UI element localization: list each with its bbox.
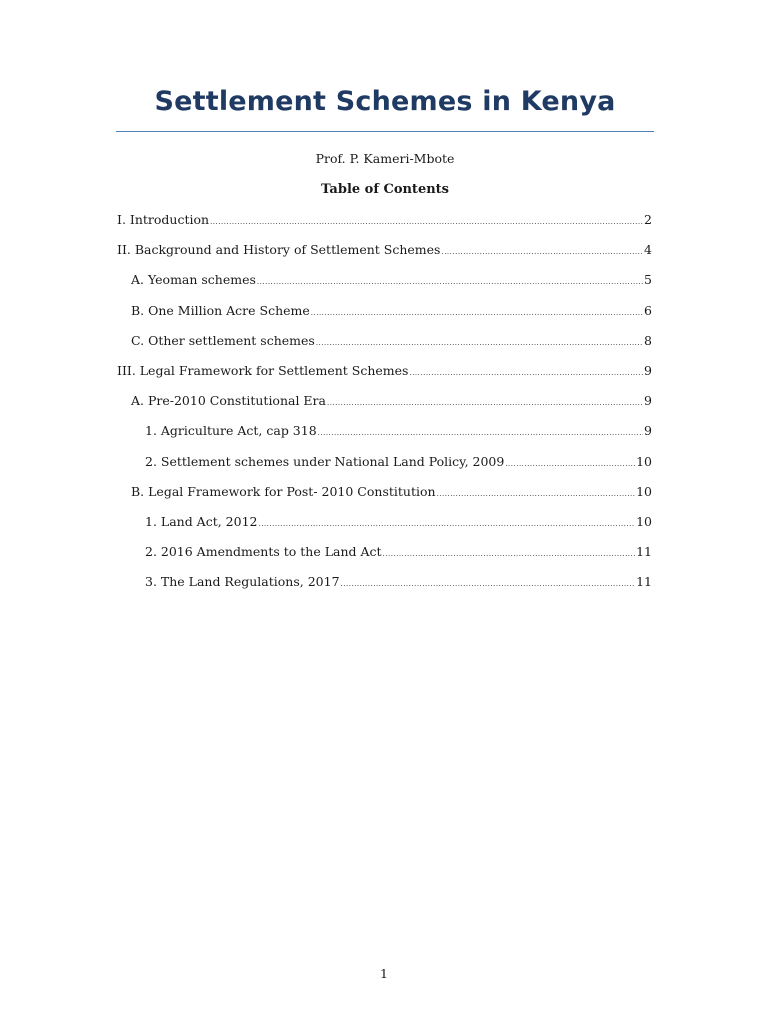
author-name: Prof. P. Kameri-Mbote bbox=[315, 151, 455, 166]
toc-entry-page: 10 bbox=[636, 454, 652, 469]
toc-entry-label: C. Other settlement schemes bbox=[131, 333, 315, 348]
toc-dot-leader bbox=[437, 490, 636, 498]
toc-dot-leader bbox=[505, 460, 635, 468]
toc-entry[interactable] bbox=[131, 484, 652, 502]
toc-entry[interactable] bbox=[131, 272, 652, 290]
toc-entry[interactable] bbox=[145, 454, 652, 472]
title-divider bbox=[116, 131, 654, 132]
toc-dot-leader bbox=[341, 580, 636, 588]
toc-entry[interactable] bbox=[117, 363, 652, 381]
toc-entry-page: 9 bbox=[644, 393, 652, 408]
toc-entry-page: 9 bbox=[644, 423, 652, 438]
toc-dot-leader bbox=[327, 399, 643, 407]
toc-entry[interactable] bbox=[131, 393, 652, 411]
toc-entry[interactable] bbox=[145, 574, 652, 592]
toc-entry-label: A. Pre-2010 Constitutional Era bbox=[131, 393, 326, 408]
toc-entry-page: 11 bbox=[636, 574, 652, 589]
toc-entry-label: 1. Agriculture Act, cap 318 bbox=[145, 423, 317, 438]
toc-entry-page: 8 bbox=[644, 333, 652, 348]
toc-entry-page: 5 bbox=[644, 272, 652, 287]
toc-entry[interactable] bbox=[145, 514, 652, 532]
toc-entry-page: 4 bbox=[644, 242, 652, 257]
toc-heading: Table of Contents bbox=[321, 182, 449, 197]
toc-dot-leader bbox=[257, 278, 643, 286]
toc-entry[interactable] bbox=[117, 242, 652, 260]
toc-entry[interactable] bbox=[131, 333, 652, 351]
toc-dot-leader bbox=[441, 248, 643, 256]
toc-entry-page: 10 bbox=[636, 484, 652, 499]
toc-dot-leader bbox=[210, 218, 643, 226]
toc-dot-leader bbox=[383, 550, 636, 558]
document-title: Settlement Schemes in Kenya bbox=[154, 86, 616, 117]
page-number: 1 bbox=[380, 966, 388, 981]
toc-dot-leader bbox=[259, 520, 636, 528]
toc-entry[interactable] bbox=[131, 303, 652, 321]
toc-dot-leader bbox=[316, 339, 643, 347]
toc-entry-page: 2 bbox=[644, 212, 652, 227]
toc-entry[interactable] bbox=[145, 544, 652, 562]
toc-entry-page: 6 bbox=[644, 303, 652, 318]
toc-entry-label: B. One Million Acre Scheme bbox=[131, 303, 310, 318]
toc-entry-label: 1. Land Act, 2012 bbox=[145, 514, 258, 529]
toc-entry-page: 10 bbox=[636, 514, 652, 529]
toc-entry-page: 9 bbox=[644, 363, 652, 378]
toc-entry-label: A. Yeoman schemes bbox=[131, 272, 256, 287]
toc-entry-label: 2. 2016 Amendments to the Land Act bbox=[145, 544, 382, 559]
toc-dot-leader bbox=[318, 429, 643, 437]
toc-entry-label: II. Background and History of Settlement Schemes bbox=[117, 242, 441, 257]
toc-entry[interactable] bbox=[117, 212, 652, 230]
toc-entry-label: III. Legal Framework for Settlement Schemes bbox=[117, 363, 409, 378]
toc-entry-label: B. Legal Framework for Post- 2010 Constitution bbox=[131, 484, 436, 499]
toc-dot-leader bbox=[311, 309, 643, 317]
toc-entry[interactable] bbox=[145, 423, 652, 441]
toc-entry-page: 11 bbox=[636, 544, 652, 559]
toc-entry-label: 2. Settlement schemes under National Land Policy, 2009 bbox=[145, 454, 505, 469]
toc-entry-label: 3. The Land Regulations, 2017 bbox=[145, 574, 340, 589]
toc-entry-label: I. Introduction bbox=[117, 212, 210, 227]
toc-dot-leader bbox=[409, 369, 643, 377]
